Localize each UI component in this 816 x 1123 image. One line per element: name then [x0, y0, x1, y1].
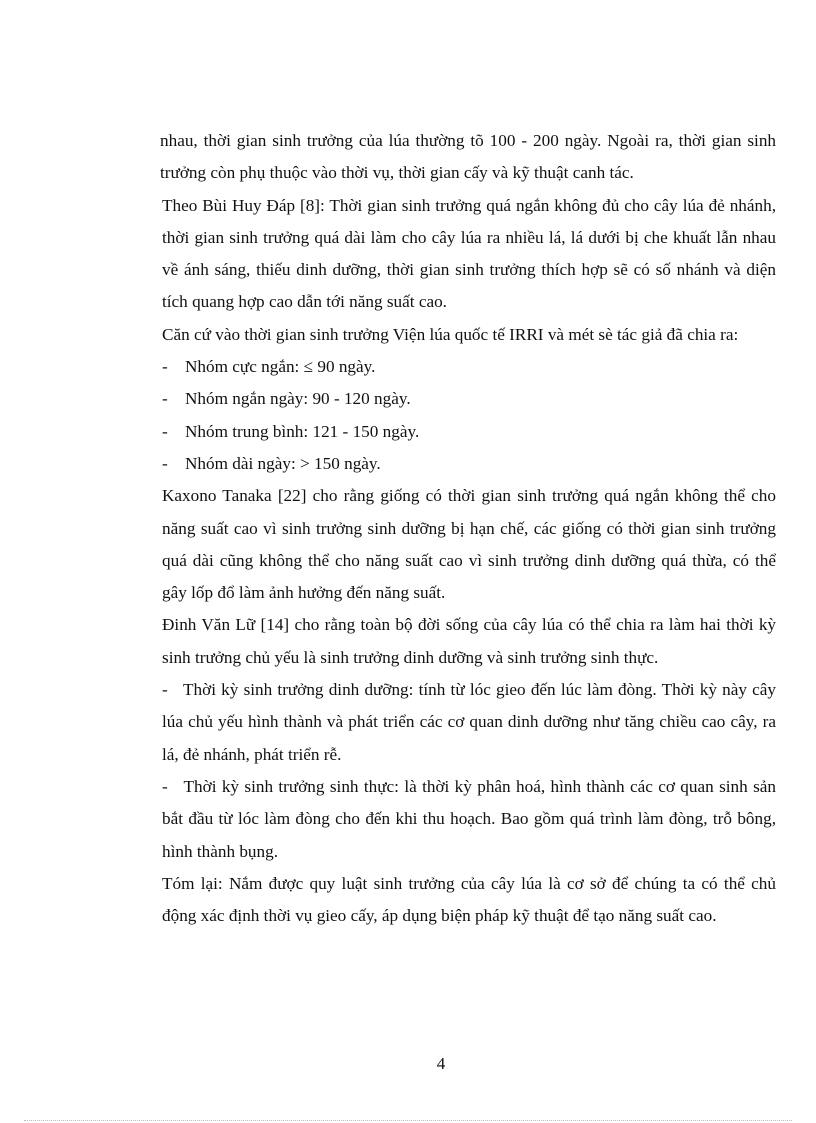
paragraph-text: chia ra:	[687, 324, 739, 344]
paragraph-line: nhau, thời gian sinh trưởng của lúa thường tõ 100 - 200 ngày. Ngoài ra, thời	[160, 131, 706, 150]
paragraph	[162, 190, 776, 319]
document-body	[162, 125, 776, 932]
paragraph-line: Đinh Văn Lữ [14] cho rằng toàn bộ đời sống của cây lúa có thể chia ra làm	[162, 615, 695, 635]
paragraph-line: Căn cứ vào thời gian sinh trưởng Viện lúa quốc tế IRRI và mét sè tác giả đã	[162, 324, 683, 344]
list-item-text: Nhóm ngắn ngày: 90 - 120 ngày.	[185, 389, 411, 409]
list-item-line: Thời kỳ sinh trưởng dinh dưỡng: tính từ lóc gieo đến lúc làm đòng. Thời	[183, 680, 695, 700]
list-dash: -	[162, 389, 168, 409]
list-item	[162, 383, 776, 415]
list-dash: -	[162, 776, 168, 796]
paragraph-text: gian sinh trưởng còn phụ thuộc vào thời vụ, thời gian cấy và kỹ thuật canh tác.	[160, 131, 777, 183]
list-item-text: kỳ này cây lúa chủ yếu hình thành và phát triển các cơ quan dinh dưỡng như tăng chiều cao cây, ra lá, đẻ nhánh, phát triển rễ.	[162, 680, 777, 764]
paragraph	[162, 480, 776, 609]
list-item-text: Nhóm dài ngày: > 150 ngày.	[185, 453, 381, 473]
list-dash: -	[162, 680, 168, 700]
list-dash: -	[162, 357, 168, 377]
list-item	[162, 674, 776, 771]
conclusion-paragraph	[162, 868, 776, 933]
list-item-text: quan sinh sản bắt đầu từ lóc làm đòng cho đến khi thu hoạch. Bao gồm quá trình làm đòng, trỗ bông, hình thành bụng.	[162, 776, 776, 861]
list-item-line: Thời kỳ sinh trưởng sinh thực: là thời kỳ phân hoá, hình thành các cơ	[183, 776, 675, 796]
paragraph-line: Kaxono Tanaka [22] cho rằng giống có thời gian sinh trưởng quá ngắn	[162, 486, 669, 506]
paragraph-text: không thể cho năng suất cao vì sinh trưởng sinh dưỡng bị hạn chế, các giống có thời gian sinh trưởng quá dài cũng không thể cho năng suất cao vì sinh trưởng dinh dưỡng quá thừa, có thể gây lốp đổ làm ảnh hưởng đến năng suất.	[162, 486, 776, 603]
paragraph-text: hai thời kỳ sinh trưởng chủ yếu là sinh trưởng dinh dưỡng và sinh trưởng sinh thực.	[162, 615, 777, 667]
paragraph	[160, 125, 776, 190]
list-item	[162, 771, 776, 868]
paragraph-line: Theo Bùi Huy Đáp [8]: Thời gian sinh trưởng quá ngắn không đủ cho cây	[162, 195, 678, 215]
list-item-text: Nhóm cực ngắn: ≤ 90 ngày.	[185, 357, 376, 377]
list-item-text: Nhóm trung bình: 121 - 150 ngày.	[185, 421, 420, 441]
paragraph-text: lúa đẻ nhánh, thời gian sinh trưởng quá dài làm cho cây lúa ra nhiều lá, lá dưới bị che khuất lẫn nhau về ánh sáng, thiếu dinh dưỡng, thời gian sinh trưởng thích hợp sẽ có số nhánh và diện tích quang hợp cao dẫn tới năng suất cao.	[162, 195, 777, 312]
paragraph	[162, 609, 776, 674]
footer-divider	[24, 1120, 792, 1121]
paragraph	[162, 319, 776, 351]
list-dash: -	[162, 453, 168, 473]
paragraph-line: Tóm lại: Nắm được quy luật sinh trưởng của cây lúa là cơ sở để chúng ta có	[162, 873, 718, 893]
list-dash: -	[162, 421, 168, 441]
paragraph-text: thể chủ động xác định thời vụ gieo cấy, áp dụng biện pháp kỹ thuật để tạo năng suất cao.	[162, 873, 776, 926]
list-item	[162, 448, 776, 480]
list-item	[162, 351, 776, 383]
list-item	[162, 416, 776, 448]
page-number: 4	[436, 1054, 446, 1073]
